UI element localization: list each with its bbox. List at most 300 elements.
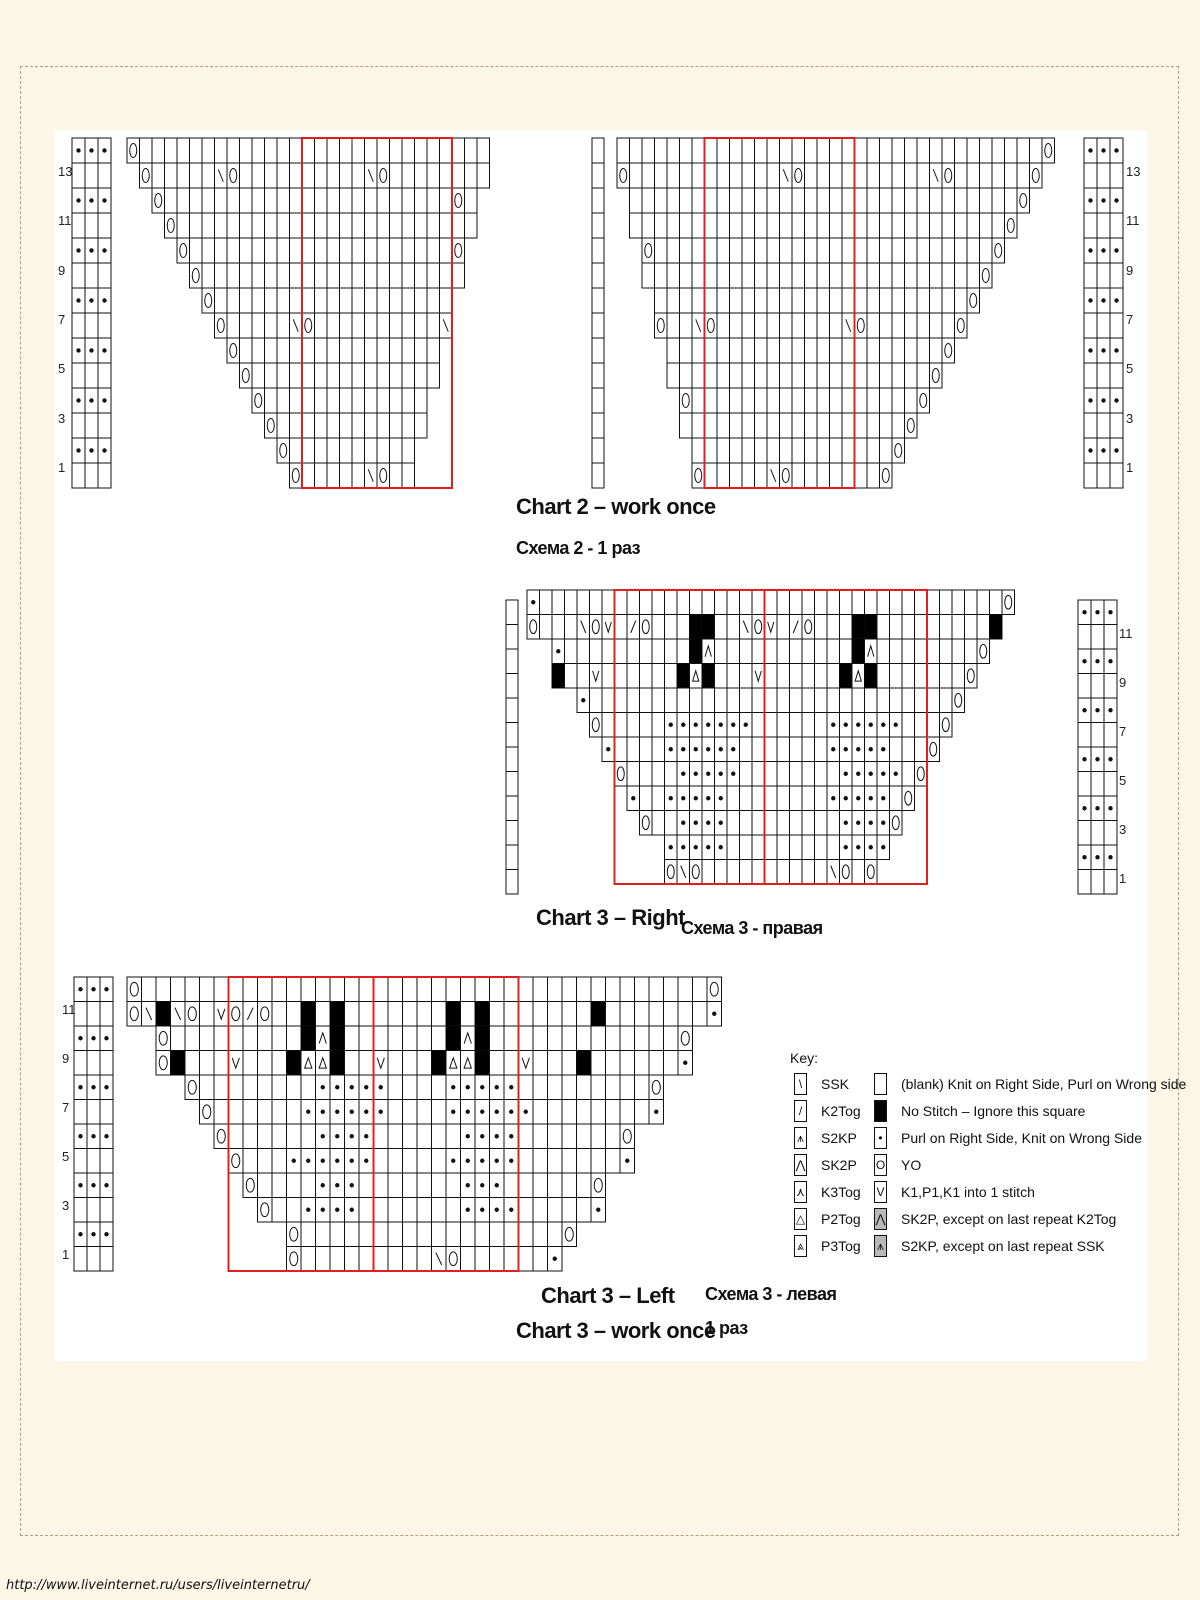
chart-cell (359, 1002, 374, 1027)
chart-cell (402, 413, 415, 438)
edge-cell (85, 363, 98, 388)
edge-cell (1084, 313, 1097, 338)
purl-symbol (719, 796, 723, 800)
chart-cell (562, 1051, 577, 1076)
source-url[interactable]: http://www.liveinternet.ru/users/liveinternetru/ (6, 1578, 310, 1593)
chart-cell (802, 835, 815, 860)
purl-symbol (78, 1134, 82, 1138)
edge-cell (87, 1149, 100, 1174)
chart-cell (272, 1124, 287, 1149)
chart-cell (427, 138, 440, 163)
purl-symbol (1114, 298, 1118, 302)
chart-cell (717, 313, 730, 338)
chart-cell (190, 238, 203, 263)
purl-symbol (706, 723, 710, 727)
purl-symbol (844, 723, 848, 727)
chart-cell (667, 138, 680, 163)
chart3-left-grid (127, 977, 722, 1271)
chart-cell (742, 238, 755, 263)
chart-cell (755, 363, 768, 388)
chart-cell (915, 737, 928, 762)
chart-cell (717, 463, 730, 488)
chart-cell (156, 977, 171, 1002)
chart-cell (680, 188, 693, 213)
chart-cell (388, 1026, 403, 1051)
chart-cell (855, 288, 868, 313)
chart-cell (905, 338, 918, 363)
chart-cell (227, 338, 240, 363)
purl-symbol (631, 796, 635, 800)
chart-cell (417, 977, 432, 1002)
edge-cell (1104, 870, 1117, 895)
chart-cell (352, 338, 365, 363)
edge-cell (85, 413, 98, 438)
chart-cell (214, 1124, 229, 1149)
chart-cell (1002, 590, 1015, 615)
edge-cell (85, 463, 98, 488)
chart-cell (519, 1075, 534, 1100)
chart-cell (877, 590, 890, 615)
chart-cell (830, 438, 843, 463)
chart-cell (390, 313, 403, 338)
chart-cell (965, 639, 978, 664)
chart-cell (777, 639, 790, 664)
chart-cell (915, 615, 928, 640)
chart-cell (742, 288, 755, 313)
chart-cell (805, 413, 818, 438)
chart-cell (665, 688, 678, 713)
sk2p-variant-icon: ⋀ (874, 1208, 887, 1230)
no-stitch-cell (171, 1051, 186, 1076)
chart3-left-caption-ru: Схема 3 - левая (705, 1284, 837, 1304)
chart-cell (705, 138, 718, 163)
chart-cell (815, 860, 828, 885)
chart-cell (417, 1026, 432, 1051)
chart-cell (548, 1075, 563, 1100)
chart-cell (765, 590, 778, 615)
chart-cell (965, 664, 978, 689)
purl-symbol (509, 1085, 513, 1089)
chart-cell (527, 615, 540, 640)
purl-symbol (335, 1134, 339, 1138)
chart-cell (880, 213, 893, 238)
chart-cell (755, 238, 768, 263)
chart-cell (627, 664, 640, 689)
chart-cell (980, 213, 993, 238)
chart-cell (752, 688, 765, 713)
chart-cell (365, 338, 378, 363)
chart-cell (649, 1051, 664, 1076)
chart-cell (533, 1026, 548, 1051)
chart-cell (227, 188, 240, 213)
chart-cell (548, 977, 563, 1002)
chart-cell (617, 163, 630, 188)
chart-cell (680, 263, 693, 288)
chart-cell (432, 977, 447, 1002)
chart-cell (504, 1247, 519, 1272)
chart-cell (952, 664, 965, 689)
chart-cell (652, 688, 665, 713)
chart-cell (252, 138, 265, 163)
edge-cell (100, 1247, 113, 1272)
edge-cell (592, 163, 604, 188)
chart-cell (692, 163, 705, 188)
chart-cell (377, 463, 390, 488)
edge-cell (85, 213, 98, 238)
chart-cell (665, 762, 678, 787)
edge-cell (1091, 674, 1104, 699)
chart-cell (156, 1051, 171, 1076)
chart-cell (667, 363, 680, 388)
chart-cell (815, 664, 828, 689)
chart-cell (830, 163, 843, 188)
edge-cell (74, 1149, 87, 1174)
purl-symbol (831, 747, 835, 751)
chart-cell (905, 188, 918, 213)
chart-cell (652, 762, 665, 787)
chart-cell (940, 713, 953, 738)
edge-cell (1091, 625, 1104, 650)
chart-cell (742, 163, 755, 188)
chart-cell (880, 363, 893, 388)
chart-cell (377, 263, 390, 288)
chart-cell (767, 263, 780, 288)
chart-cell (272, 1173, 287, 1198)
purl-symbol (694, 796, 698, 800)
chart-cell (258, 1149, 273, 1174)
chart3-right-grid (527, 590, 1015, 884)
chart-cell (817, 363, 830, 388)
key-label: S2KP, except on last repeat SSK (901, 1238, 1105, 1254)
chart-cell (892, 213, 905, 238)
purl-symbol (335, 1183, 339, 1187)
chart-cell (229, 1026, 244, 1051)
chart-cell (340, 313, 353, 338)
no-stitch-cell (475, 1051, 490, 1076)
purl-symbol (495, 1183, 499, 1187)
chart-cell (519, 1002, 534, 1027)
chart-cell (630, 138, 643, 163)
edge-cell (506, 698, 518, 723)
key-item (794, 1180, 861, 1204)
purl-symbol (1082, 659, 1086, 663)
chart-cell (227, 263, 240, 288)
chart-cell (927, 590, 940, 615)
chart-cell (265, 163, 278, 188)
edge-cell (1078, 723, 1091, 748)
chart-cell (927, 737, 940, 762)
chart-cell (577, 664, 590, 689)
chart-cell (365, 388, 378, 413)
chart-cell (287, 1198, 302, 1223)
chart-cell (752, 860, 765, 885)
purl-symbol (706, 845, 710, 849)
chart-cell (374, 1149, 389, 1174)
chart-cell (452, 138, 465, 163)
chart-cell (359, 1173, 374, 1198)
chart-cell (777, 737, 790, 762)
chart-cell (805, 188, 818, 213)
chart-cell (767, 413, 780, 438)
chart-cell (352, 313, 365, 338)
purl-symbol (669, 723, 673, 727)
chart-cell (765, 664, 778, 689)
edge-cell (592, 363, 604, 388)
chart-cell (452, 238, 465, 263)
chart-cell (1030, 138, 1043, 163)
row-number: 9 (1126, 262, 1134, 278)
chart-cell (403, 977, 418, 1002)
row-number: 11 (1119, 626, 1133, 641)
chart-cell (742, 338, 755, 363)
chart-cell (892, 238, 905, 263)
chart-cell (780, 463, 793, 488)
chart-cell (765, 835, 778, 860)
chart-cell (652, 737, 665, 762)
chart-cell (980, 188, 993, 213)
purl-symbol (681, 821, 685, 825)
purl-symbol (335, 1208, 339, 1212)
chart-cell (240, 163, 253, 188)
edge-cell (506, 625, 518, 650)
chart-cell (290, 438, 303, 463)
chart-cell (652, 615, 665, 640)
chart-cell (446, 1124, 461, 1149)
chart-cell (402, 363, 415, 388)
chart-cell (252, 363, 265, 388)
chart-cell (867, 288, 880, 313)
chart-cell (917, 188, 930, 213)
chart-cell (590, 590, 603, 615)
chart-cell (352, 263, 365, 288)
purl-symbol (1114, 248, 1118, 252)
purl-symbol (869, 772, 873, 776)
chart-cell (243, 1051, 258, 1076)
chart-cell (390, 363, 403, 388)
row-number: 9 (1119, 675, 1127, 690)
chart-cell (165, 188, 178, 213)
chart-cell (461, 1222, 476, 1247)
edge-cell (1097, 263, 1110, 288)
chart-cell (533, 1075, 548, 1100)
chart-cell (855, 188, 868, 213)
chart-cell (533, 1100, 548, 1125)
purl-symbol (466, 1183, 470, 1187)
chart-cell (490, 1051, 505, 1076)
key-item (874, 1180, 1035, 1204)
chart-cell (942, 263, 955, 288)
purl-symbol (321, 1085, 325, 1089)
chart-cell (717, 138, 730, 163)
chart-cell (415, 338, 428, 363)
chart-cell (730, 263, 743, 288)
no-stitch-cell (301, 1026, 316, 1051)
purl-symbol (321, 1159, 325, 1163)
chart-cell (677, 615, 690, 640)
chart-cell (461, 1002, 476, 1027)
chart-cell (727, 615, 740, 640)
chart-cell (1005, 213, 1018, 238)
chart-cell (752, 615, 765, 640)
chart-cell (606, 1002, 621, 1027)
chart-cell (777, 811, 790, 836)
chart-cell (272, 1149, 287, 1174)
chart-cell (752, 786, 765, 811)
chart-cell (880, 338, 893, 363)
chart-cell (665, 664, 678, 689)
chart-cell (240, 213, 253, 238)
edge-cell (1078, 674, 1091, 699)
chart-cell (127, 138, 140, 163)
chart-cell (190, 163, 203, 188)
key-item (794, 1234, 861, 1258)
chart-cell (365, 263, 378, 288)
no-stitch-cell (865, 664, 878, 689)
chart-cell (374, 1124, 389, 1149)
chart-cell (290, 413, 303, 438)
chart-cell (327, 163, 340, 188)
edge-cell (592, 288, 604, 313)
chart-cell (345, 1026, 360, 1051)
chart-cell (533, 1222, 548, 1247)
purl-symbol (509, 1110, 513, 1114)
edge-cell (1078, 870, 1091, 895)
chart-cell (519, 977, 534, 1002)
key-item (794, 1099, 861, 1123)
chart-cell (842, 388, 855, 413)
chart-cell (403, 1002, 418, 1027)
chart-cell (890, 786, 903, 811)
chart-cell (667, 338, 680, 363)
chart-cell (630, 163, 643, 188)
chart-cell (752, 639, 765, 664)
chart-cell (374, 1222, 389, 1247)
purl-symbol (881, 796, 885, 800)
row-number: 7 (62, 1100, 70, 1115)
chart-cell (627, 737, 640, 762)
edge-cell (1110, 163, 1123, 188)
chart-cell (427, 263, 440, 288)
edge-cell (72, 263, 85, 288)
chart-cell (390, 338, 403, 363)
chart-cell (842, 338, 855, 363)
chart3-right-caption-en: Chart 3 – Right (536, 905, 685, 930)
chart-cell (830, 288, 843, 313)
chart-cell (301, 1051, 316, 1076)
chart-cell (680, 363, 693, 388)
chart-cell (427, 338, 440, 363)
purl-symbol (706, 747, 710, 751)
chart-cell (817, 163, 830, 188)
chart-cell (562, 1002, 577, 1027)
chart-cell (620, 1002, 635, 1027)
no-stitch-cell (990, 615, 1003, 640)
chart-cell (992, 213, 1005, 238)
chart-cell (855, 238, 868, 263)
chart-cell (606, 1124, 621, 1149)
chart-cell (452, 213, 465, 238)
chart-cell (565, 590, 578, 615)
edge-cell (98, 163, 111, 188)
chart-cell (1042, 138, 1055, 163)
row-number: 5 (1126, 361, 1134, 377)
purl-symbol (1088, 448, 1092, 452)
chart-cell (802, 762, 815, 787)
chart-cell (390, 288, 403, 313)
chart-cell (352, 213, 365, 238)
chart-cell (402, 313, 415, 338)
chart-cell (602, 664, 615, 689)
chart2-caption-en: Chart 2 – work once (516, 494, 716, 519)
edge-cell (74, 1247, 87, 1272)
chart-cell (402, 138, 415, 163)
purl-symbol (451, 1159, 455, 1163)
chart-cell (265, 413, 278, 438)
chart-cell (359, 977, 374, 1002)
chart-cell (301, 1173, 316, 1198)
chart-cell (302, 338, 315, 363)
chart-cell (440, 263, 453, 288)
purl-symbol (1082, 610, 1086, 614)
purl-symbol (89, 348, 93, 352)
purl-symbol (350, 1085, 354, 1089)
chart-cell (890, 664, 903, 689)
chart-cell (692, 138, 705, 163)
purl-symbol (350, 1208, 354, 1212)
chart-cell (533, 977, 548, 1002)
chart-cell (577, 1198, 592, 1223)
chart-cell (390, 463, 403, 488)
edge-cell (87, 1002, 100, 1027)
chart-cell (817, 313, 830, 338)
chart-cell (390, 263, 403, 288)
chart-cell (678, 1026, 693, 1051)
ssk-icon: \ (794, 1073, 807, 1095)
chart-cell (519, 1173, 534, 1198)
chart-cell (490, 1002, 505, 1027)
purl-symbol (731, 747, 735, 751)
chart-cell (620, 1124, 635, 1149)
chart-cell (917, 163, 930, 188)
chart-cell (802, 713, 815, 738)
chart-cell (830, 313, 843, 338)
chart-cell (802, 860, 815, 885)
chart-cell (533, 1247, 548, 1272)
chart-cell (202, 288, 215, 313)
purl-symbol (89, 148, 93, 152)
chart-cell (402, 213, 415, 238)
chart-cell (440, 138, 453, 163)
chart-cell (792, 238, 805, 263)
chart-cell (417, 1051, 432, 1076)
chart-cell (252, 288, 265, 313)
no-stitch-cell (475, 1026, 490, 1051)
chart3-right-caption-ru: Схема 3 - правая (681, 918, 823, 938)
purl-symbol (451, 1110, 455, 1114)
edge-cell (100, 1002, 113, 1027)
chart-cell (504, 1051, 519, 1076)
purl-symbol (76, 348, 80, 352)
chart-cell (340, 213, 353, 238)
purl-symbol (681, 723, 685, 727)
chart-cell (290, 188, 303, 213)
chart-cell (880, 313, 893, 338)
chart-cell (229, 977, 244, 1002)
chart-cell (680, 138, 693, 163)
chart-cell (302, 263, 315, 288)
chart-cell (490, 1247, 505, 1272)
chart-cell (730, 238, 743, 263)
